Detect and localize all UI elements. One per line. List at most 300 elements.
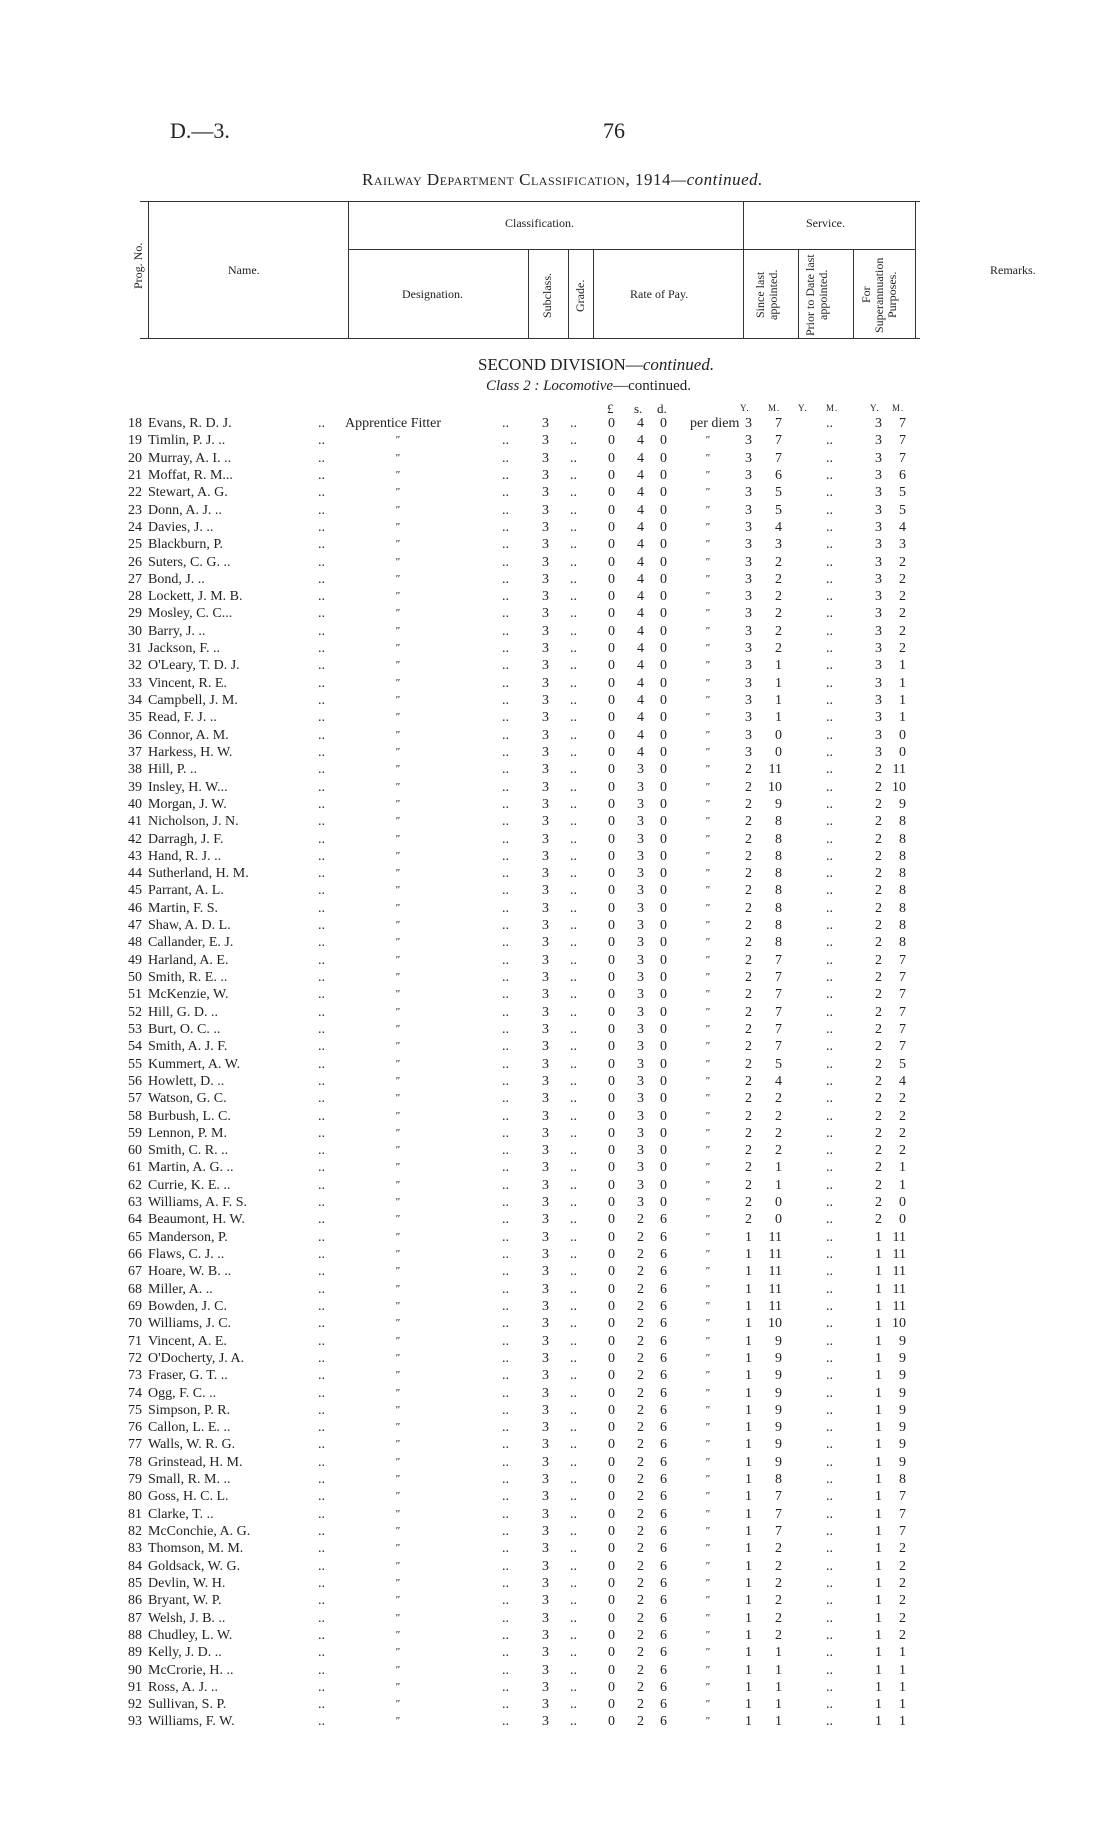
ditto-mark: " [705, 1126, 710, 1139]
table-row [0, 657, 1114, 674]
cell-super-years: 2 [875, 987, 882, 1003]
cell-super-months: 7 [899, 1524, 906, 1539]
cell-super-years: 1 [875, 1368, 882, 1384]
cell-since-years: 2 [745, 814, 752, 830]
cell-since-years: 2 [745, 1056, 752, 1072]
cell-since-years: 2 [745, 883, 752, 899]
cell-rate-pounds: 0 [608, 1472, 615, 1488]
table-row [0, 1142, 1114, 1159]
cell-rate-pounds: 0 [608, 779, 615, 795]
leader-dots: .. [318, 1004, 325, 1020]
cell-super-months: 8 [899, 814, 906, 830]
ditto-mark: " [705, 520, 710, 533]
cell-rate-pounds: 0 [608, 1350, 615, 1366]
cell-rate-pounds: 0 [608, 1679, 615, 1695]
ditto-mark: " [705, 1334, 710, 1347]
ditto-mark: " [705, 849, 710, 862]
cell-super-months: 3 [899, 537, 906, 553]
cell-super-years: 2 [875, 1108, 882, 1124]
cell-super-months: 11 [892, 762, 906, 778]
leader-dots: .. [826, 1489, 833, 1505]
cell-designation: " [395, 694, 400, 706]
cell-name: McConchie, A. G. [148, 1524, 251, 1539]
leader-dots: .. [570, 1125, 577, 1141]
leader-dots: .. [826, 1662, 833, 1678]
cell-rate-pence: 6 [660, 1247, 667, 1262]
cell-name: Burt, O. C. .. [148, 1021, 221, 1037]
cell-super-months: 2 [899, 1125, 906, 1141]
cell-prog-no: 30 [128, 623, 142, 639]
cell-designation: " [395, 971, 400, 983]
cell-name: Bryant, W. P. [148, 1593, 222, 1609]
cell-subclass: 3 [542, 1489, 549, 1505]
leader-dots: .. [502, 1558, 509, 1574]
cell-subclass: 3 [542, 623, 549, 639]
cell-prog-no: 43 [128, 848, 142, 864]
ditto-mark: " [705, 1559, 710, 1572]
ditto-mark: " [705, 1196, 710, 1209]
leader-dots: .. [502, 1489, 509, 1505]
cell-rate-pounds: 0 [608, 1039, 615, 1055]
cell-since-years: 1 [745, 1610, 752, 1626]
leader-dots: .. [570, 1454, 577, 1470]
leader-dots: .. [318, 1212, 325, 1228]
cell-designation: " [395, 849, 400, 862]
cell-since-months: 2 [775, 1091, 782, 1107]
cell-since-months: 2 [775, 641, 782, 657]
cell-since-months: 8 [775, 900, 782, 916]
cell-rate-shillings: 3 [637, 1021, 644, 1037]
table-row [0, 865, 1114, 882]
cell-super-years: 1 [875, 1697, 882, 1713]
cell-prog-no: 28 [128, 589, 142, 605]
table-row [0, 588, 1114, 605]
leader-dots: .. [502, 1575, 509, 1591]
cell-rate-pounds: 0 [608, 918, 615, 934]
cell-subclass: 3 [542, 1195, 549, 1211]
leader-dots: .. [570, 1679, 577, 1695]
cell-rate-pence: 0 [660, 814, 667, 830]
cell-rate-pence: 0 [660, 796, 667, 812]
cell-super-months: 11 [892, 1281, 906, 1297]
cell-subclass: 3 [542, 744, 549, 760]
cell-subclass: 3 [542, 796, 549, 812]
cell-prog-no: 19 [128, 433, 142, 449]
cell-name: Morgan, J. W. [148, 796, 227, 812]
cell-rate-pounds: 0 [608, 1697, 615, 1713]
cell-rate-shillings: 4 [637, 727, 644, 743]
cell-subclass: 3 [542, 1350, 549, 1366]
leader-dots: .. [318, 710, 325, 726]
cell-rate-pounds: 0 [608, 1177, 615, 1193]
cell-rate-pounds: 0 [608, 1108, 615, 1124]
cell-rate-pence: 6 [660, 1593, 667, 1609]
cell-designation: " [395, 1473, 400, 1486]
cell-rate-shillings: 2 [637, 1264, 644, 1280]
cell-since-months: 8 [775, 866, 782, 882]
cell-super-years: 1 [875, 1472, 882, 1488]
cell-prog-no: 24 [128, 519, 142, 535]
cell-name: McCrorie, H. .. [148, 1662, 234, 1678]
cell-rate-pence: 6 [660, 1472, 667, 1488]
cell-rate-pence: 0 [660, 710, 667, 726]
cell-subclass: 3 [542, 606, 549, 622]
cell-rate-shillings: 4 [637, 641, 644, 657]
leader-dots: .. [318, 1593, 325, 1609]
table-row [0, 1298, 1114, 1315]
cell-designation: " [395, 1161, 400, 1174]
cell-rate-pence: 6 [660, 1679, 667, 1695]
leader-dots: .. [826, 1091, 833, 1107]
cell-super-years: 2 [875, 883, 882, 899]
cell-rate-shillings: 4 [637, 623, 644, 639]
cell-super-months: 9 [899, 1420, 906, 1436]
cell-super-years: 3 [875, 606, 882, 622]
cell-rate-pence: 0 [660, 485, 667, 501]
ditto-mark: " [705, 745, 710, 758]
cell-prog-no: 84 [128, 1558, 142, 1574]
cell-rate-pence: 6 [660, 1575, 667, 1591]
cell-name: Walls, W. R. G. [148, 1437, 236, 1453]
cell-rate-pence: 0 [660, 433, 667, 449]
table-row [0, 675, 1114, 692]
cell-rate-shillings: 2 [637, 1593, 644, 1609]
cell-rate-pounds: 0 [608, 1437, 615, 1453]
leader-dots: .. [570, 571, 577, 587]
ditto-mark: " [705, 1628, 710, 1641]
cell-designation: " [395, 1611, 400, 1624]
cell-since-months: 11 [768, 1247, 782, 1262]
cell-since-months: 9 [775, 1368, 782, 1384]
cell-since-years: 2 [745, 866, 752, 882]
cell-super-years: 3 [875, 589, 882, 605]
leader-dots: .. [318, 1368, 325, 1384]
cell-rate-shillings: 3 [637, 1177, 644, 1193]
leader-dots: .. [318, 450, 325, 466]
cell-rate-shillings: 2 [637, 1506, 644, 1522]
leader-dots: .. [318, 1039, 325, 1055]
cell-rate-pence: 0 [660, 744, 667, 760]
cell-name: Currie, K. E. .. [148, 1177, 231, 1193]
cell-subclass: 3 [542, 1610, 549, 1626]
cell-since-years: 2 [745, 1004, 752, 1020]
cell-rate-shillings: 4 [637, 554, 644, 570]
cell-rate-shillings: 2 [637, 1437, 644, 1453]
cell-super-months: 2 [899, 554, 906, 570]
cell-super-years: 3 [875, 658, 882, 674]
cell-super-months: 1 [899, 1697, 906, 1713]
cell-subclass: 3 [542, 450, 549, 466]
cell-since-years: 1 [745, 1385, 752, 1401]
leader-dots: .. [318, 1160, 325, 1176]
leader-dots: .. [318, 1021, 325, 1037]
leader-dots: .. [318, 1143, 325, 1159]
leader-dots: .. [318, 1073, 325, 1089]
unit-m1: M. [768, 403, 781, 413]
cell-rate-shillings: 2 [637, 1385, 644, 1401]
cell-prog-no: 77 [128, 1437, 142, 1453]
leader-dots: .. [502, 1143, 509, 1159]
leader-dots: .. [318, 1333, 325, 1349]
leader-dots: .. [570, 1593, 577, 1609]
table-row [0, 1177, 1114, 1194]
table-row [0, 484, 1114, 501]
cell-rate-pounds: 0 [608, 883, 615, 899]
cell-prog-no: 21 [128, 467, 142, 483]
table-row [0, 554, 1114, 571]
cell-rate-pounds: 0 [608, 502, 615, 518]
leader-dots: .. [502, 918, 509, 934]
leader-dots: .. [502, 952, 509, 968]
cell-super-months: 1 [899, 675, 906, 691]
cell-designation: " [395, 797, 400, 810]
cell-rate-pence: 0 [660, 848, 667, 864]
leader-dots: .. [826, 1350, 833, 1366]
cell-subclass: 3 [542, 1558, 549, 1574]
cell-super-years: 1 [875, 1714, 882, 1730]
cell-super-months: 8 [899, 848, 906, 864]
cell-name: Smith, A. J. F. [148, 1039, 228, 1055]
leader-dots: .. [570, 1610, 577, 1626]
cell-since-months: 11 [768, 762, 782, 778]
cell-designation: " [395, 1282, 400, 1295]
table-row [0, 571, 1114, 588]
leader-dots: .. [826, 1402, 833, 1418]
table-row [0, 744, 1114, 761]
cell-since-months: 2 [775, 571, 782, 587]
cell-designation: " [395, 711, 400, 724]
table-row [0, 1419, 1114, 1436]
cell-since-years: 3 [745, 485, 752, 501]
leader-dots: .. [318, 1177, 325, 1193]
cell-super-months: 1 [899, 1714, 906, 1730]
cell-designation: " [395, 919, 400, 932]
cell-rate-pence: 0 [660, 1091, 667, 1107]
cell-super-years: 3 [875, 537, 882, 553]
cell-name: Thomson, M. M. [148, 1541, 244, 1557]
cell-since-months: 2 [775, 1541, 782, 1557]
cell-rate-shillings: 3 [637, 1073, 644, 1089]
cell-since-years: 1 [745, 1454, 752, 1470]
cell-name: Murray, A. I. .. [148, 450, 232, 466]
cell-prog-no: 38 [128, 762, 142, 778]
ditto-mark: " [705, 1057, 710, 1070]
cell-super-months: 2 [899, 1558, 906, 1574]
ditto-mark: " [705, 1421, 710, 1434]
cell-designation: " [395, 1715, 400, 1728]
leader-dots: .. [570, 641, 577, 657]
leader-dots: .. [570, 433, 577, 449]
cell-rate-shillings: 3 [637, 935, 644, 951]
cell-name: Campbell, J. M. [148, 693, 238, 708]
leader-dots: .. [502, 485, 509, 501]
leader-dots: .. [826, 710, 833, 726]
leader-dots: .. [826, 1524, 833, 1539]
leader-dots: .. [502, 554, 509, 570]
cell-subclass: 3 [542, 1368, 549, 1384]
cell-subclass: 3 [542, 416, 549, 431]
cell-rate-pence: 0 [660, 606, 667, 622]
cell-super-years: 2 [875, 779, 882, 795]
leader-dots: .. [318, 1697, 325, 1713]
leader-dots: .. [570, 900, 577, 916]
cell-designation: " [395, 763, 400, 776]
col-rate: Rate of Pay. [630, 287, 689, 301]
cell-prog-no: 46 [128, 900, 142, 916]
cell-rate-pounds: 0 [608, 1247, 615, 1262]
leader-dots: .. [826, 1714, 833, 1730]
leader-dots: .. [502, 589, 509, 605]
leader-dots: .. [502, 1697, 509, 1713]
cell-rate-pounds: 0 [608, 675, 615, 691]
cell-rate-shillings: 3 [637, 1108, 644, 1124]
cell-super-months: 2 [899, 623, 906, 639]
cell-subclass: 3 [542, 1524, 549, 1539]
cell-rate-shillings: 2 [637, 1489, 644, 1505]
unit-pence: d. [657, 401, 667, 416]
ditto-mark: " [705, 711, 710, 724]
leader-dots: .. [570, 970, 577, 985]
leader-dots: .. [502, 1714, 509, 1730]
cell-rate-shillings: 4 [637, 675, 644, 691]
cell-subclass: 3 [542, 1333, 549, 1349]
cell-since-months: 0 [775, 744, 782, 760]
leader-dots: .. [318, 1350, 325, 1366]
cell-name: McKenzie, W. [148, 987, 229, 1003]
leader-dots: .. [502, 502, 509, 518]
leader-dots: .. [570, 1437, 577, 1453]
cell-name: Hill, G. D. .. [148, 1004, 218, 1020]
cell-since-years: 1 [745, 1316, 752, 1332]
cell-rate-shillings: 2 [637, 1472, 644, 1488]
cell-designation: " [395, 451, 400, 464]
cell-subclass: 3 [542, 467, 549, 483]
leader-dots: .. [502, 416, 509, 431]
cell-designation: " [395, 624, 400, 637]
leader-dots: .. [502, 1091, 509, 1107]
leader-dots: .. [318, 918, 325, 934]
leader-dots: .. [826, 1021, 833, 1037]
cell-super-months: 2 [899, 589, 906, 605]
cell-rate-pence: 0 [660, 1056, 667, 1072]
leader-dots: .. [318, 1506, 325, 1522]
cell-since-years: 3 [745, 693, 752, 708]
cell-rate-shillings: 3 [637, 970, 644, 985]
cell-since-months: 1 [775, 658, 782, 674]
cell-designation: " [395, 1403, 400, 1416]
cell-since-years: 2 [745, 796, 752, 812]
leader-dots: .. [318, 1195, 325, 1211]
cell-name: Clarke, T. .. [148, 1506, 214, 1522]
cell-since-years: 1 [745, 1281, 752, 1297]
cell-since-years: 1 [745, 1714, 752, 1730]
cell-rate-pence: 0 [660, 1108, 667, 1124]
cell-super-months: 8 [899, 1472, 906, 1488]
cell-rate-shillings: 2 [637, 1368, 644, 1384]
cell-super-months: 2 [899, 1627, 906, 1643]
cell-name: Evans, R. D. J. [148, 416, 232, 431]
leader-dots: .. [318, 1558, 325, 1574]
leader-dots: .. [318, 831, 325, 847]
leader-dots: .. [318, 796, 325, 812]
ditto-mark: " [705, 1403, 710, 1416]
cell-rate-pence: 0 [660, 519, 667, 535]
leader-dots: .. [570, 1420, 577, 1436]
cell-subclass: 3 [542, 1645, 549, 1661]
cell-super-months: 8 [899, 900, 906, 916]
cell-super-months: 7 [899, 1489, 906, 1505]
unit-y1: Y. [740, 403, 750, 413]
leader-dots: .. [502, 1662, 509, 1678]
leader-dots: .. [318, 814, 325, 830]
cell-rate-pounds: 0 [608, 1402, 615, 1418]
cell-subclass: 3 [542, 433, 549, 449]
cell-name: O'Docherty, J. A. [148, 1350, 245, 1366]
cell-subclass: 3 [542, 1229, 549, 1245]
cell-super-months: 0 [899, 727, 906, 743]
cell-subclass: 3 [542, 952, 549, 968]
cell-subclass: 3 [542, 710, 549, 726]
ditto-mark: " [705, 763, 710, 776]
cell-since-months: 9 [775, 1333, 782, 1349]
cell-super-months: 9 [899, 796, 906, 812]
cell-super-months: 8 [899, 831, 906, 847]
cell-name: Smith, C. R. .. [148, 1143, 229, 1159]
cell-rate-pounds: 0 [608, 1454, 615, 1470]
cell-prog-no: 62 [128, 1177, 142, 1193]
cell-rate-pence: 0 [660, 641, 667, 657]
cell-super-years: 2 [875, 831, 882, 847]
cell-subclass: 3 [542, 502, 549, 518]
cell-since-months: 1 [775, 710, 782, 726]
cell-since-months: 1 [775, 1662, 782, 1678]
cell-designation: " [395, 1663, 400, 1676]
cell-rate-pence: 6 [660, 1662, 667, 1678]
cell-name: Martin, F. S. [148, 900, 219, 916]
cell-name: Welsh, J. B. .. [148, 1610, 226, 1626]
cell-prog-no: 56 [128, 1073, 142, 1089]
cell-rate-pence: 0 [660, 900, 667, 916]
cell-super-years: 3 [875, 519, 882, 535]
cell-rate-pounds: 0 [608, 606, 615, 622]
cell-name: O'Leary, T. D. J. [148, 658, 240, 674]
cell-rate-pounds: 0 [608, 641, 615, 657]
cell-super-years: 2 [875, 814, 882, 830]
leader-dots: .. [570, 848, 577, 864]
cell-name: Sutherland, H. M. [148, 866, 249, 882]
ditto-mark: " [705, 971, 710, 983]
leader-dots: .. [502, 623, 509, 639]
cell-super-months: 5 [899, 502, 906, 518]
cell-super-months: 9 [899, 1333, 906, 1349]
cell-designation: " [395, 1369, 400, 1382]
table-row [0, 1263, 1114, 1280]
ditto-mark: " [705, 1317, 710, 1330]
cell-subclass: 3 [542, 675, 549, 691]
leader-dots: .. [502, 900, 509, 916]
ditto-mark: " [705, 503, 710, 516]
cell-rate-pounds: 0 [608, 1662, 615, 1678]
col-super: For Superannuation Purposes. [859, 257, 899, 333]
leader-dots: .. [318, 762, 325, 778]
cell-since-months: 7 [775, 1524, 782, 1539]
col-prog-no: Prog. No. [131, 242, 145, 290]
cell-super-months: 7 [899, 970, 906, 985]
cell-prog-no: 78 [128, 1454, 142, 1470]
cell-rate-pounds: 0 [608, 1593, 615, 1609]
cell-prog-no: 45 [128, 883, 142, 899]
cell-super-months: 7 [899, 1506, 906, 1522]
